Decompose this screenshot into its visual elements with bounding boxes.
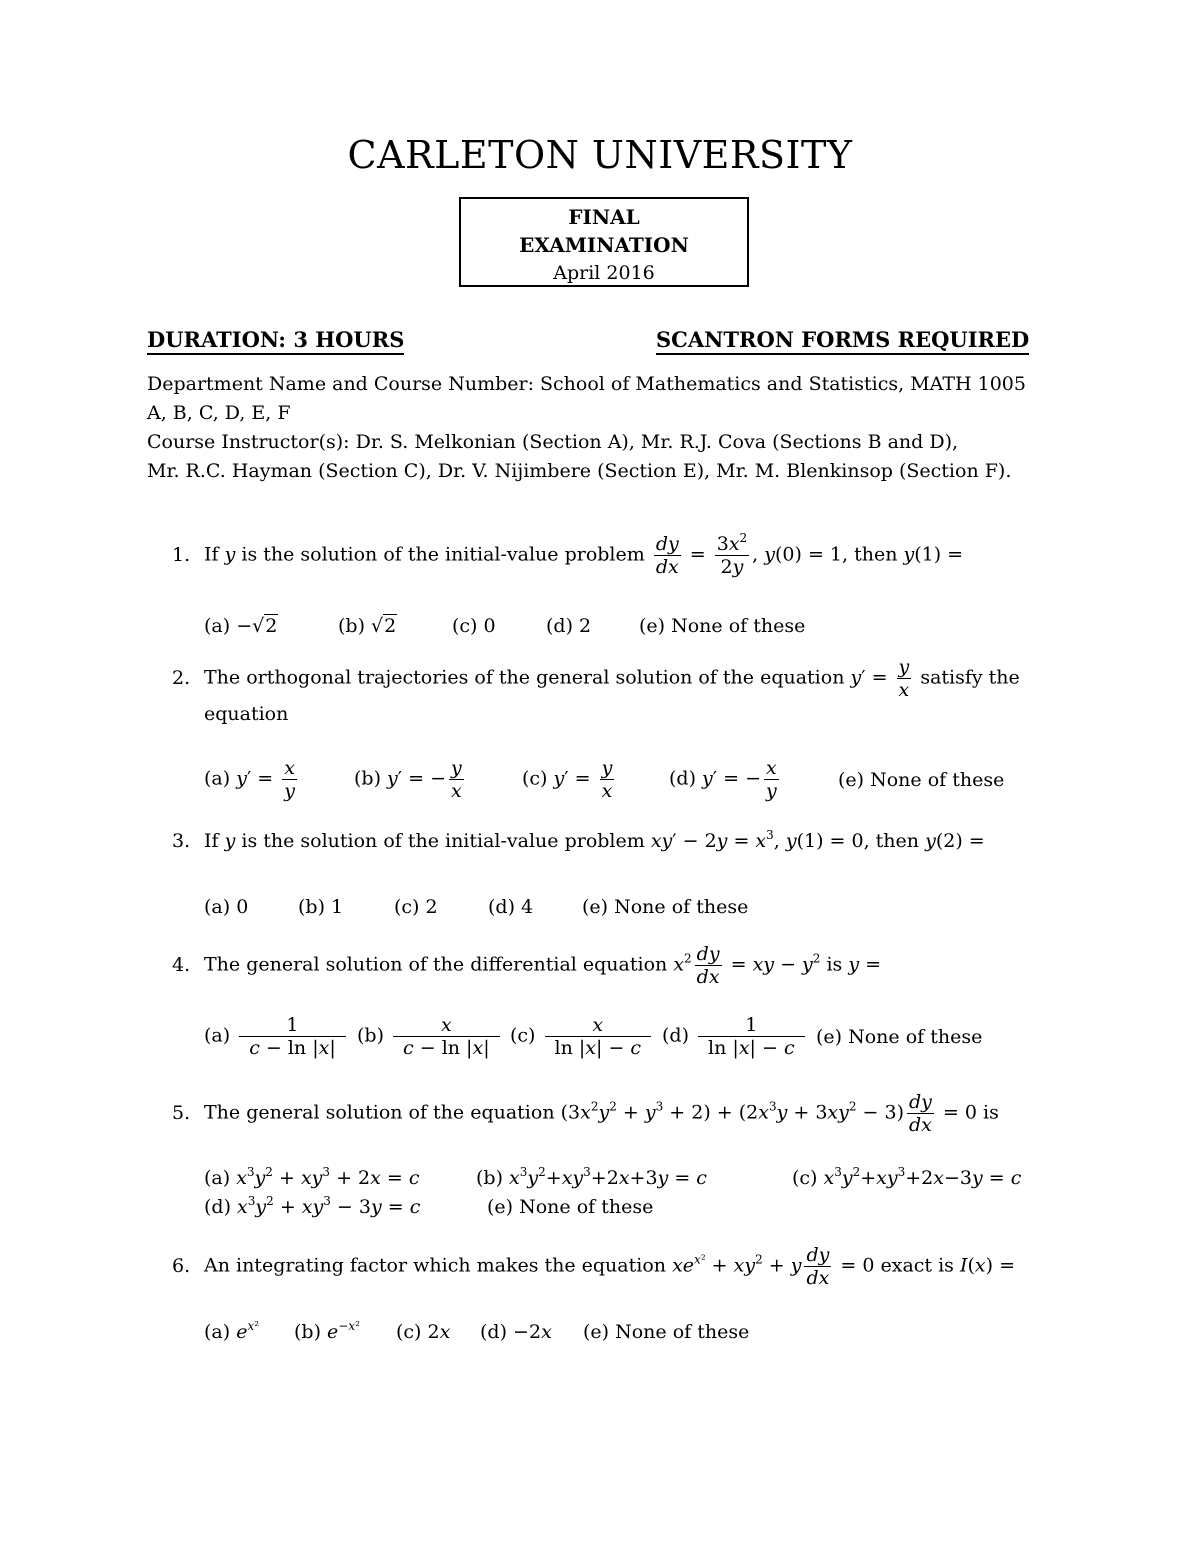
question-1: 1. If y is the solution of the initial-value problem $\frac{dy}{dx}$ = $\frac{3x^2}{2y}$ , y(0) = 1, then y(1) =	[172, 531, 964, 578]
q3-option-a[interactable]: (a) 0	[204, 896, 249, 918]
q4-option-e[interactable]: (e) None of these	[816, 1026, 983, 1048]
q2-option-a[interactable]: (a) y′ = $\frac{x}{y}$	[204, 757, 295, 802]
q1-option-d[interactable]: (d) 2	[546, 615, 592, 637]
question-2-line-2: equation	[204, 703, 289, 725]
question-2: 2. The orthogonal trajectories of the general solution of the equation y′ = $\frac{y}{x}$ satisfy the	[172, 656, 1020, 701]
q1-option-a[interactable]: (a) −√2	[204, 615, 278, 637]
question-number: 1.	[172, 543, 191, 566]
university-title: CARLETON UNIVERSITY	[347, 133, 853, 177]
q6-option-d[interactable]: (d) −2x	[480, 1321, 552, 1343]
q4-option-d[interactable]: (d) $\frac{1}{\ln |x| - c}$	[662, 1014, 808, 1059]
q1-option-c[interactable]: (c) 0	[452, 615, 496, 637]
q2-option-b[interactable]: (b) y′ = − $\frac{y}{x}$	[354, 757, 462, 802]
question-4: 4. The general solution of the differential equation $x^2$ $\frac{dy}{dx}$ = xy − $y^2$ is y =	[172, 943, 882, 988]
q5-option-d[interactable]: (d) $x^3y^2 + xy^3 - 3y = c$	[204, 1194, 421, 1218]
exam-date: April 2016	[553, 262, 655, 284]
instructors-line-2: Mr. R.C. Hayman (Section C), Dr. V. Nijimbere (Section E), Mr. M. Blenkinsop (Section F).	[147, 460, 1012, 482]
q2-option-c[interactable]: (c) y′ = $\frac{y}{x}$	[522, 757, 613, 802]
q5-option-c[interactable]: (c) $x^3y^2+xy^3+2x-3y = c$	[792, 1165, 1022, 1189]
q6-option-e[interactable]: (e) None of these	[583, 1321, 750, 1343]
q6-option-c[interactable]: (c) 2x	[396, 1321, 451, 1343]
q5-option-e[interactable]: (e) None of these	[487, 1196, 654, 1218]
q5-option-b[interactable]: (b) $x^3y^2+xy^3+2x+3y = c$	[476, 1165, 707, 1189]
exam-title-box	[459, 197, 749, 287]
instructors-line-1: Course Instructor(s): Dr. S. Melkonian (Section A), Mr. R.J. Cova (Sections B and D),	[147, 431, 959, 453]
q3-option-d[interactable]: (d) 4	[488, 896, 534, 918]
q2-option-e[interactable]: (e) None of these	[838, 769, 1005, 791]
q6-option-b[interactable]: (b) $e^{-x^2}$	[294, 1319, 360, 1343]
exam-title-line1: FINAL	[568, 205, 640, 229]
exam-title-line2: EXAMINATION	[519, 233, 689, 257]
q5-option-a[interactable]: (a) $x^3y^2 + xy^3 + 2x = c$	[204, 1165, 420, 1189]
department-line-2: A, B, C, D, E, F	[147, 402, 291, 424]
q3-option-e[interactable]: (e) None of these	[582, 896, 749, 918]
q2-option-d[interactable]: (d) y′ = − $\frac{x}{y}$	[669, 757, 777, 802]
q4-option-c[interactable]: (c) $\frac{x}{\ln |x| - c}$	[510, 1014, 654, 1059]
q6-option-a[interactable]: (a) $e^{x^2}$	[204, 1319, 260, 1343]
question-3: 3. If y is the solution of the initial-value problem $xy' - 2y = x^3$, y(1) = 0, then y(2) =	[172, 828, 985, 852]
q1-option-e[interactable]: (e) None of these	[639, 615, 806, 637]
duration-heading: DURATION: 3 HOURS	[147, 327, 404, 355]
q4-option-a[interactable]: (a) $\frac{1}{c - \ln |x|}$	[204, 1014, 349, 1059]
q1-option-b[interactable]: (b) √2	[338, 615, 397, 637]
q4-option-b[interactable]: (b) $\frac{x}{c - \ln |x|}$	[357, 1014, 503, 1059]
q3-option-b[interactable]: (b) 1	[298, 896, 344, 918]
question-5: 5. The general solution of the equation $(3x^2y^2 + y^3 + 2) + (2x^3y + 3xy^2 - 3)$ $\frac{dy}{dx}$ = 0 is	[172, 1091, 999, 1136]
question-6: 6. An integrating factor which makes the equation $xe^{x^2} + xy^2 + y$ $\frac{dy}{dx}$ = 0 exact is I(x) =	[172, 1244, 1016, 1289]
scantron-heading: SCANTRON FORMS REQUIRED	[656, 327, 1029, 355]
department-line-1: Department Name and Course Number: School of Mathematics and Statistics, MATH 1005	[147, 373, 1026, 395]
q3-option-c[interactable]: (c) 2	[394, 896, 438, 918]
